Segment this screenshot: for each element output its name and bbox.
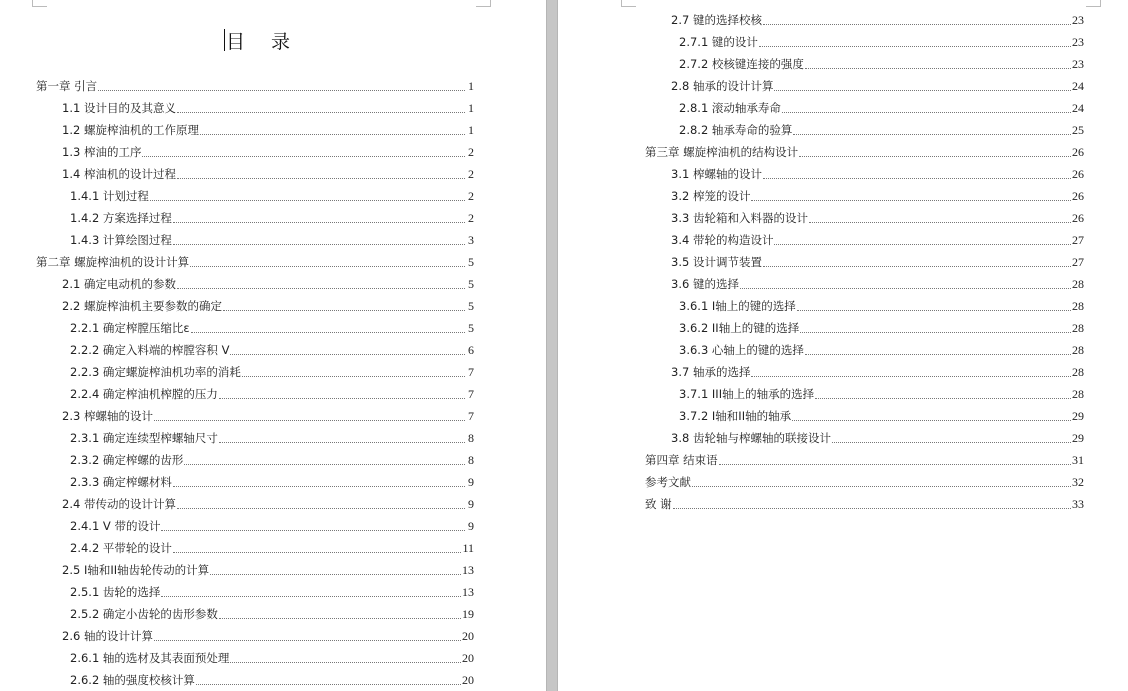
toc-entry[interactable] [645, 471, 1084, 493]
page-corner-mark [1086, 0, 1101, 7]
toc-title[interactable]: 目 录 [226, 31, 301, 53]
toc-entry[interactable] [671, 251, 1084, 273]
toc-entry-label: 2.1 确定电动机的参数 [62, 277, 176, 291]
toc-entry-label: 2.2 螺旋榨油机主要参数的确定 [62, 299, 222, 313]
toc-entry-label: 1.3 榨油的工序 [62, 145, 142, 159]
toc-entry-page-number: 28 [1072, 343, 1084, 357]
toc-entry-label: 3.5 设计调节装置 [671, 255, 762, 269]
toc-entry-page-number: 2 [468, 211, 474, 225]
toc-entry[interactable] [62, 625, 474, 647]
page-gutter [546, 0, 558, 691]
toc-entry-page-number: 1 [468, 101, 474, 115]
toc-entry[interactable] [62, 163, 474, 185]
toc-entry-page-number: 26 [1072, 167, 1084, 181]
toc-entry[interactable] [679, 295, 1084, 317]
toc-entry[interactable] [679, 339, 1084, 361]
toc-entry[interactable] [70, 537, 474, 559]
dot-leader [177, 177, 465, 179]
text-cursor [224, 29, 225, 51]
toc-entry-label: 2.4.2 平带轮的设计 [70, 541, 172, 555]
toc-entry-page-number: 27 [1072, 233, 1084, 247]
dot-leader [177, 507, 465, 509]
dot-leader [800, 331, 1071, 333]
toc-entry[interactable] [70, 185, 474, 207]
toc-entry[interactable] [62, 97, 474, 119]
toc-entry[interactable] [679, 31, 1084, 53]
dot-leader [719, 463, 1071, 465]
dot-leader [196, 683, 461, 685]
toc-entry-page-number: 23 [1072, 57, 1084, 71]
toc-entry-page-number: 20 [462, 651, 474, 665]
dot-leader [740, 287, 1071, 289]
toc-entry-label: 2.2.1 确定榨膛压缩比ε [70, 321, 190, 335]
toc-entry-label: 2.3 榨螺轴的设计 [62, 409, 153, 423]
dot-leader [230, 661, 461, 663]
toc-entry[interactable] [671, 163, 1084, 185]
toc-entry-label: 第二章 螺旋榨油机的设计计算 [36, 255, 190, 269]
toc-entry-page-number: 11 [462, 541, 474, 555]
toc-entry[interactable] [679, 53, 1084, 75]
dot-leader [797, 309, 1071, 311]
toc-entry[interactable] [645, 141, 1084, 163]
page-corner-mark [476, 0, 491, 7]
toc-entry-label: 2.2.4 确定榨油机榨膛的压力 [70, 387, 218, 401]
document-page-right [558, 0, 1128, 691]
toc-entry[interactable] [679, 317, 1084, 339]
document-page-left [0, 0, 546, 691]
dot-leader [190, 265, 465, 267]
dot-leader [751, 199, 1071, 201]
dot-leader [751, 375, 1071, 377]
toc-entry-label: 3.7 轴承的选择 [671, 365, 751, 379]
dot-leader [173, 243, 465, 245]
toc-entry-page-number: 2 [468, 189, 474, 203]
toc-entry-label: 2.8.1 滚动轴承寿命 [679, 101, 781, 115]
toc-entry-label: 3.8 齿轮轴与榨螺轴的联接设计 [671, 431, 831, 445]
toc-entry-label: 3.6 键的选择 [671, 277, 739, 291]
dot-leader [774, 243, 1071, 245]
dot-leader [230, 353, 465, 355]
toc-entry[interactable] [36, 75, 474, 97]
dot-leader [799, 155, 1071, 157]
dot-leader [219, 441, 465, 443]
toc-entry-label: 3.4 带轮的构造设计 [671, 233, 774, 247]
toc-entry-label: 1.4.2 方案选择过程 [70, 211, 172, 225]
toc-entry-page-number: 28 [1072, 299, 1084, 313]
dot-leader [673, 507, 1071, 509]
toc-entry[interactable] [62, 405, 474, 427]
toc-entry-label: 2.5 I轴和II轴齿轮传动的计算 [62, 563, 210, 577]
dot-leader [173, 551, 462, 553]
dot-leader [150, 199, 465, 201]
toc-entry-label: 2.5.1 齿轮的选择 [70, 585, 161, 599]
toc-entry-page-number: 31 [1072, 453, 1084, 467]
toc-entry-label: 2.7.2 校核键连接的强度 [679, 57, 804, 71]
toc-entry-page-number: 5 [468, 321, 474, 335]
toc-entry-label: 1.1 设计目的及其意义 [62, 101, 176, 115]
toc-entry[interactable] [671, 229, 1084, 251]
dot-leader [832, 441, 1071, 443]
toc-entry-page-number: 7 [468, 409, 474, 423]
page-corner-mark [32, 0, 47, 7]
dot-leader [815, 397, 1071, 399]
toc-entry-label: 3.2 榨笼的设计 [671, 189, 751, 203]
toc-entry-page-number: 7 [468, 365, 474, 379]
dot-leader [210, 573, 461, 575]
toc-entry-label: 致 谢 [645, 497, 672, 511]
toc-entry[interactable] [70, 603, 474, 625]
toc-entry-page-number: 2 [468, 167, 474, 181]
toc-entry-page-number: 29 [1072, 431, 1084, 445]
toc-entry-label: 第一章 引言 [36, 79, 98, 93]
toc-entry-label: 2.3.2 确定榨螺的齿形 [70, 453, 184, 467]
toc-entry-page-number: 27 [1072, 255, 1084, 269]
toc-entry-page-number: 32 [1072, 475, 1084, 489]
dot-leader [191, 331, 465, 333]
page-corner-mark [621, 0, 636, 7]
dot-leader [177, 287, 465, 289]
toc-entry-label: 1.4.1 计划过程 [70, 189, 149, 203]
toc-entry-page-number: 9 [468, 475, 474, 489]
toc-entry-label: 2.7.1 键的设计 [679, 35, 758, 49]
toc-entry-page-number: 24 [1072, 101, 1084, 115]
dot-leader [177, 111, 465, 113]
dot-leader [809, 221, 1071, 223]
dot-leader [154, 419, 465, 421]
toc-entry[interactable] [645, 493, 1084, 515]
toc-entry-page-number: 26 [1072, 189, 1084, 203]
toc-entry[interactable] [671, 273, 1084, 295]
toc-entry-page-number: 25 [1072, 123, 1084, 137]
toc-entry-label: 第四章 结束语 [645, 453, 718, 467]
toc-entry-page-number: 8 [468, 453, 474, 467]
dot-leader [763, 265, 1071, 267]
toc-entry[interactable] [62, 141, 474, 163]
dot-leader [219, 397, 465, 399]
toc-entry-label: 3.7.1 III轴上的轴承的选择 [679, 387, 815, 401]
toc-entry-page-number: 29 [1072, 409, 1084, 423]
toc-entry-label: 1.2 螺旋榨油机的工作原理 [62, 123, 199, 137]
dot-leader [692, 485, 1071, 487]
toc-entry-label: 3.6.1 I轴上的键的选择 [679, 299, 796, 313]
toc-entry-label: 1.4.3 计算绘图过程 [70, 233, 172, 247]
toc-entry-label: 2.7 键的选择校核 [671, 13, 762, 27]
toc-entry-label: 2.6.2 轴的强度校核计算 [70, 673, 195, 687]
toc-entry[interactable] [671, 207, 1084, 229]
toc-entry-page-number: 2 [468, 145, 474, 159]
toc-entry-page-number: 20 [462, 629, 474, 643]
toc-entry[interactable] [70, 361, 474, 383]
dot-leader [782, 111, 1071, 113]
toc-entry-label: 3.7.2 I轴和II轴的轴承 [679, 409, 792, 423]
toc-entry-label: 3.6.3 心轴上的键的选择 [679, 343, 804, 357]
dot-leader [774, 89, 1071, 91]
toc-entry[interactable] [62, 273, 474, 295]
toc-entry[interactable] [679, 383, 1084, 405]
toc-entry[interactable] [70, 317, 474, 339]
toc-entry-page-number: 1 [468, 79, 474, 93]
toc-entry-label: 参考文献 [645, 475, 691, 489]
toc-entry[interactable] [671, 75, 1084, 97]
toc-entry[interactable] [645, 449, 1084, 471]
toc-entry[interactable] [70, 581, 474, 603]
toc-entry-page-number: 6 [468, 343, 474, 357]
dot-leader [173, 221, 465, 223]
toc-entry[interactable] [70, 647, 474, 669]
dot-leader [805, 353, 1071, 355]
toc-entry[interactable] [70, 471, 474, 493]
toc-entry-page-number: 24 [1072, 79, 1084, 93]
toc-entry-page-number: 13 [462, 585, 474, 599]
toc-entry-label: 3.3 齿轮箱和入料器的设计 [671, 211, 808, 225]
toc-entry[interactable] [70, 339, 474, 361]
dot-leader [792, 419, 1071, 421]
dot-leader [142, 155, 465, 157]
toc-entry-page-number: 1 [468, 123, 474, 137]
toc-entry[interactable] [671, 9, 1084, 31]
toc-entry-page-number: 5 [468, 255, 474, 269]
toc-entry-label: 2.4 带传动的设计计算 [62, 497, 176, 511]
toc-entry-page-number: 13 [462, 563, 474, 577]
dot-leader [223, 309, 465, 311]
toc-entry-label: 2.3.3 确定榨螺材料 [70, 475, 172, 489]
toc-entry-label: 2.3.1 确定连续型榨螺轴尺寸 [70, 431, 218, 445]
dot-leader [184, 463, 465, 465]
toc-entry[interactable] [679, 405, 1084, 427]
toc-entry-label: 2.6.1 轴的选材及其表面预处理 [70, 651, 230, 665]
toc-entry[interactable] [70, 207, 474, 229]
dot-leader [98, 89, 465, 91]
dot-leader [200, 133, 465, 135]
toc-entry[interactable] [679, 119, 1084, 141]
toc-entry-label: 2.6 轴的设计计算 [62, 629, 153, 643]
toc-entry[interactable] [36, 251, 474, 273]
toc-entry-label: 2.5.2 确定小齿轮的齿形参数 [70, 607, 218, 621]
toc-entry-label: 3.6.2 II轴上的键的选择 [679, 321, 800, 335]
toc-entry-label: 2.2.2 确定入料端的榨膛容积 V [70, 343, 230, 357]
toc-entry-page-number: 19 [462, 607, 474, 621]
toc-entry-page-number: 9 [468, 497, 474, 511]
toc-entry-page-number: 28 [1072, 277, 1084, 291]
toc-entry[interactable] [70, 449, 474, 471]
toc-entry-label: 2.4.1 V 带的设计 [70, 519, 161, 533]
toc-entry-label: 2.8 轴承的设计计算 [671, 79, 774, 93]
toc-entry-page-number: 26 [1072, 145, 1084, 159]
toc-entry-page-number: 33 [1072, 497, 1084, 511]
toc-entry[interactable] [62, 119, 474, 141]
toc-entry-page-number: 9 [468, 519, 474, 533]
toc-entry-label: 1.4 榨油机的设计过程 [62, 167, 176, 181]
toc-entry-label: 2.8.2 轴承寿命的验算 [679, 123, 793, 137]
toc-entry-label: 2.2.3 确定螺旋榨油机功率的消耗 [70, 365, 241, 379]
toc-entry[interactable] [62, 295, 474, 317]
toc-entry-page-number: 23 [1072, 35, 1084, 49]
dot-leader [161, 529, 465, 531]
toc-entry-page-number: 5 [468, 299, 474, 313]
toc-entry-page-number: 3 [468, 233, 474, 247]
toc-entry[interactable] [70, 515, 474, 537]
toc-entry[interactable] [70, 427, 474, 449]
toc-entry[interactable] [70, 229, 474, 251]
toc-entry[interactable] [62, 559, 474, 581]
dot-leader [242, 375, 465, 377]
toc-entry[interactable] [62, 493, 474, 515]
toc-entry[interactable] [671, 185, 1084, 207]
toc-entry-page-number: 20 [462, 673, 474, 687]
toc-entry[interactable] [70, 669, 474, 691]
toc-entry-page-number: 28 [1072, 321, 1084, 335]
toc-entry[interactable] [70, 383, 474, 405]
dot-leader [219, 617, 461, 619]
toc-entry[interactable] [671, 361, 1084, 383]
dot-leader [161, 595, 461, 597]
dot-leader [805, 67, 1071, 69]
toc-entry-page-number: 28 [1072, 387, 1084, 401]
toc-entry-label: 3.1 榨螺轴的设计 [671, 167, 762, 181]
dot-leader [173, 485, 465, 487]
toc-entry-page-number: 28 [1072, 365, 1084, 379]
toc-entry[interactable] [679, 97, 1084, 119]
toc-entry[interactable] [671, 427, 1084, 449]
toc-entry-label: 第三章 螺旋榨油机的结构设计 [645, 145, 799, 159]
dot-leader [763, 23, 1071, 25]
dot-leader [154, 639, 461, 641]
toc-entry-page-number: 7 [468, 387, 474, 401]
dot-leader [763, 177, 1071, 179]
toc-entry-page-number: 23 [1072, 13, 1084, 27]
toc-entry-page-number: 5 [468, 277, 474, 291]
dot-leader [759, 45, 1071, 47]
dot-leader [793, 133, 1071, 135]
toc-entry-page-number: 8 [468, 431, 474, 445]
toc-entry-page-number: 26 [1072, 211, 1084, 225]
